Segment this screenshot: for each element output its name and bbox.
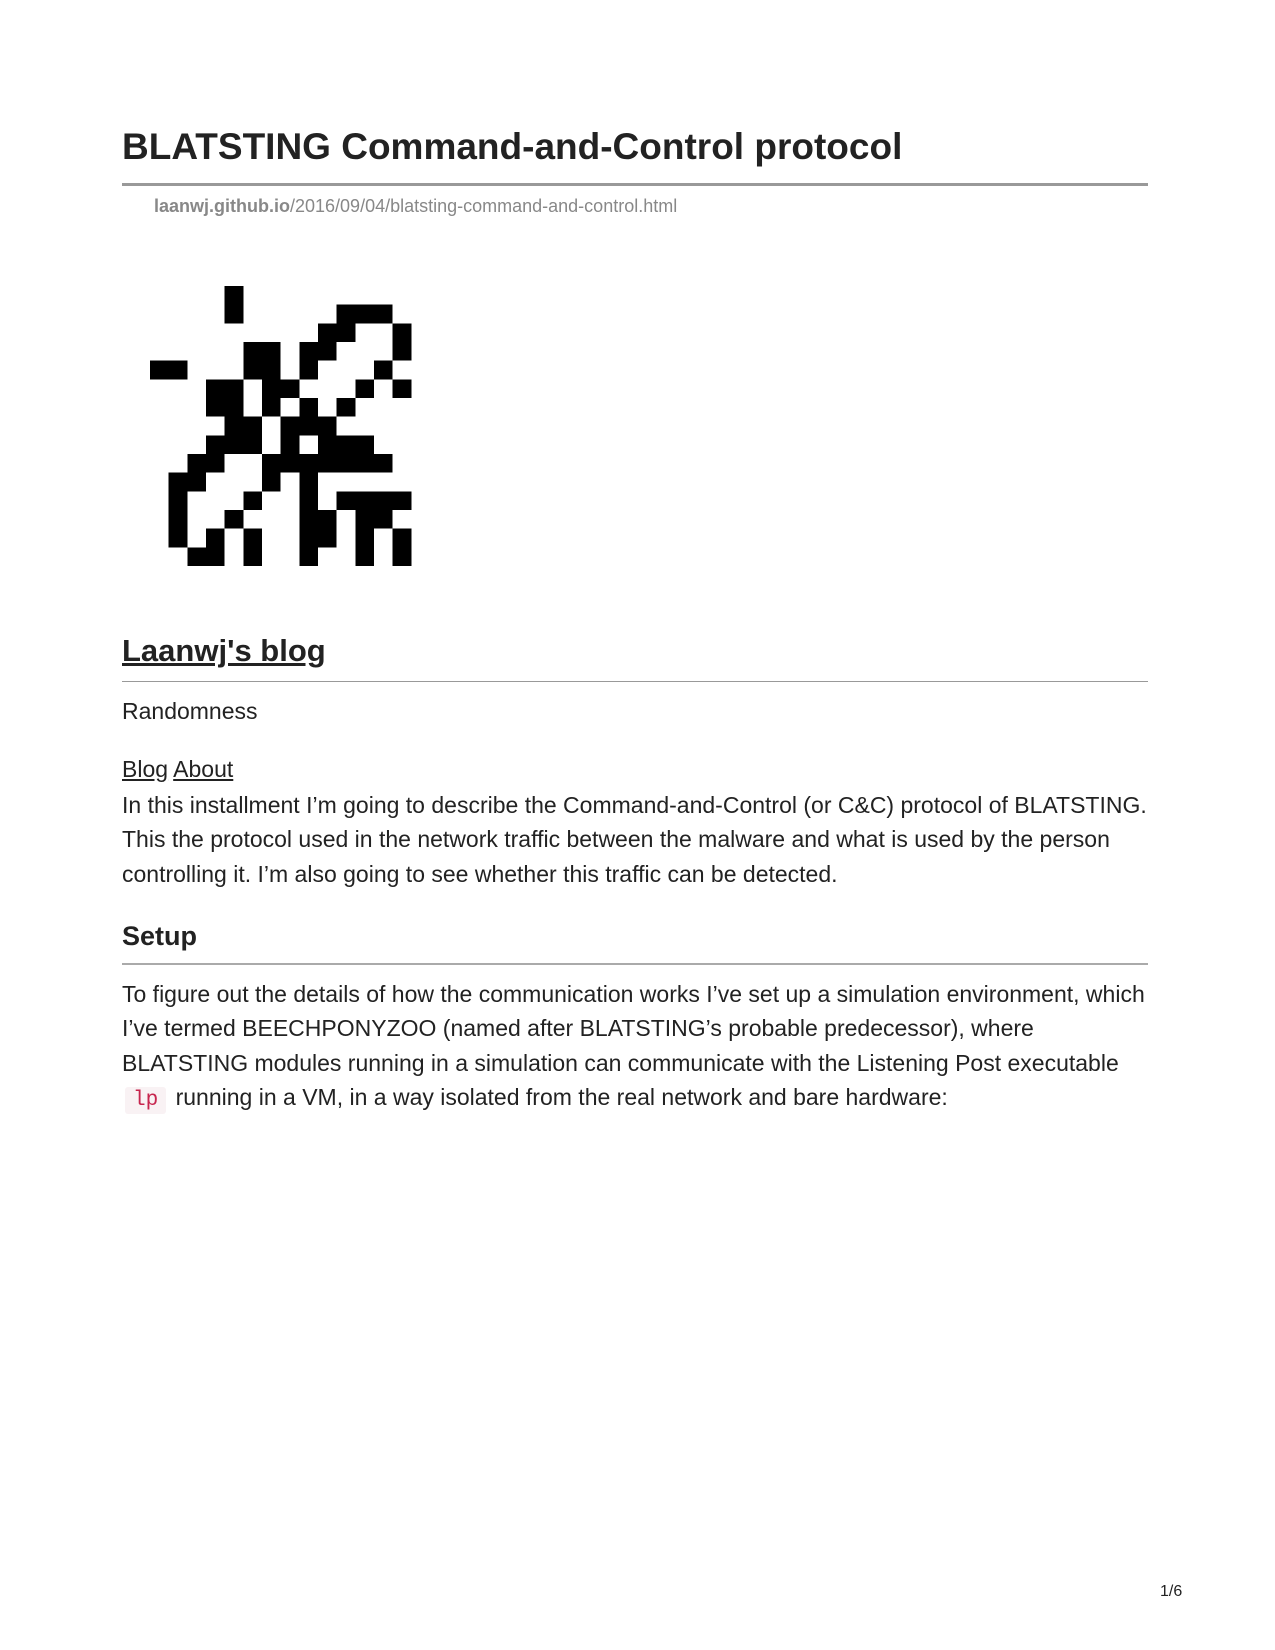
setup-text-before: To figure out the details of how the communication works I’ve set up a simulation environment, which I’ve termed BEECHPONYZOO (named after BLATSTING’s probable predecessor), where BLATSTING modules running in a simulation can communicate with the Listening Post executable — [122, 981, 1145, 1076]
inline-code-lp: lp — [125, 1087, 166, 1114]
setup-paragraph — [122, 977, 1152, 1118]
setup-heading: Setup — [122, 921, 198, 951]
setup-divider — [122, 963, 1148, 965]
blog-divider — [122, 681, 1148, 682]
source-url — [154, 196, 677, 217]
source-domain: laanwj.github.io — [154, 196, 290, 216]
blog-tagline: Randomness — [122, 698, 258, 724]
blog-identicon — [150, 285, 430, 567]
nav-blog-link[interactable]: Blog — [122, 756, 169, 782]
source-path: /2016/09/04/blatsting-command-and-control.html — [290, 196, 678, 216]
setup-text-after: running in a VM, in a way isolated from the real network and bare hardware: — [175, 1083, 948, 1110]
title-divider — [122, 183, 1148, 186]
blog-nav — [122, 756, 233, 783]
nav-about-link[interactable]: About — [173, 756, 234, 782]
blog-name-link[interactable]: Laanwj's blog — [122, 633, 326, 668]
page-title: BLATSTING Command-and-Control protocol — [122, 126, 903, 167]
intro-paragraph: In this installment I’m going to describe the Command-and-Control (or C&C) protocol of BLATSTING. This the protocol used in the network traffic between the malware and what is used by the person controlling it. I’m also going to see whether this traffic can be detected. — [122, 792, 1147, 887]
page-number: 1/6 — [1160, 1583, 1183, 1600]
